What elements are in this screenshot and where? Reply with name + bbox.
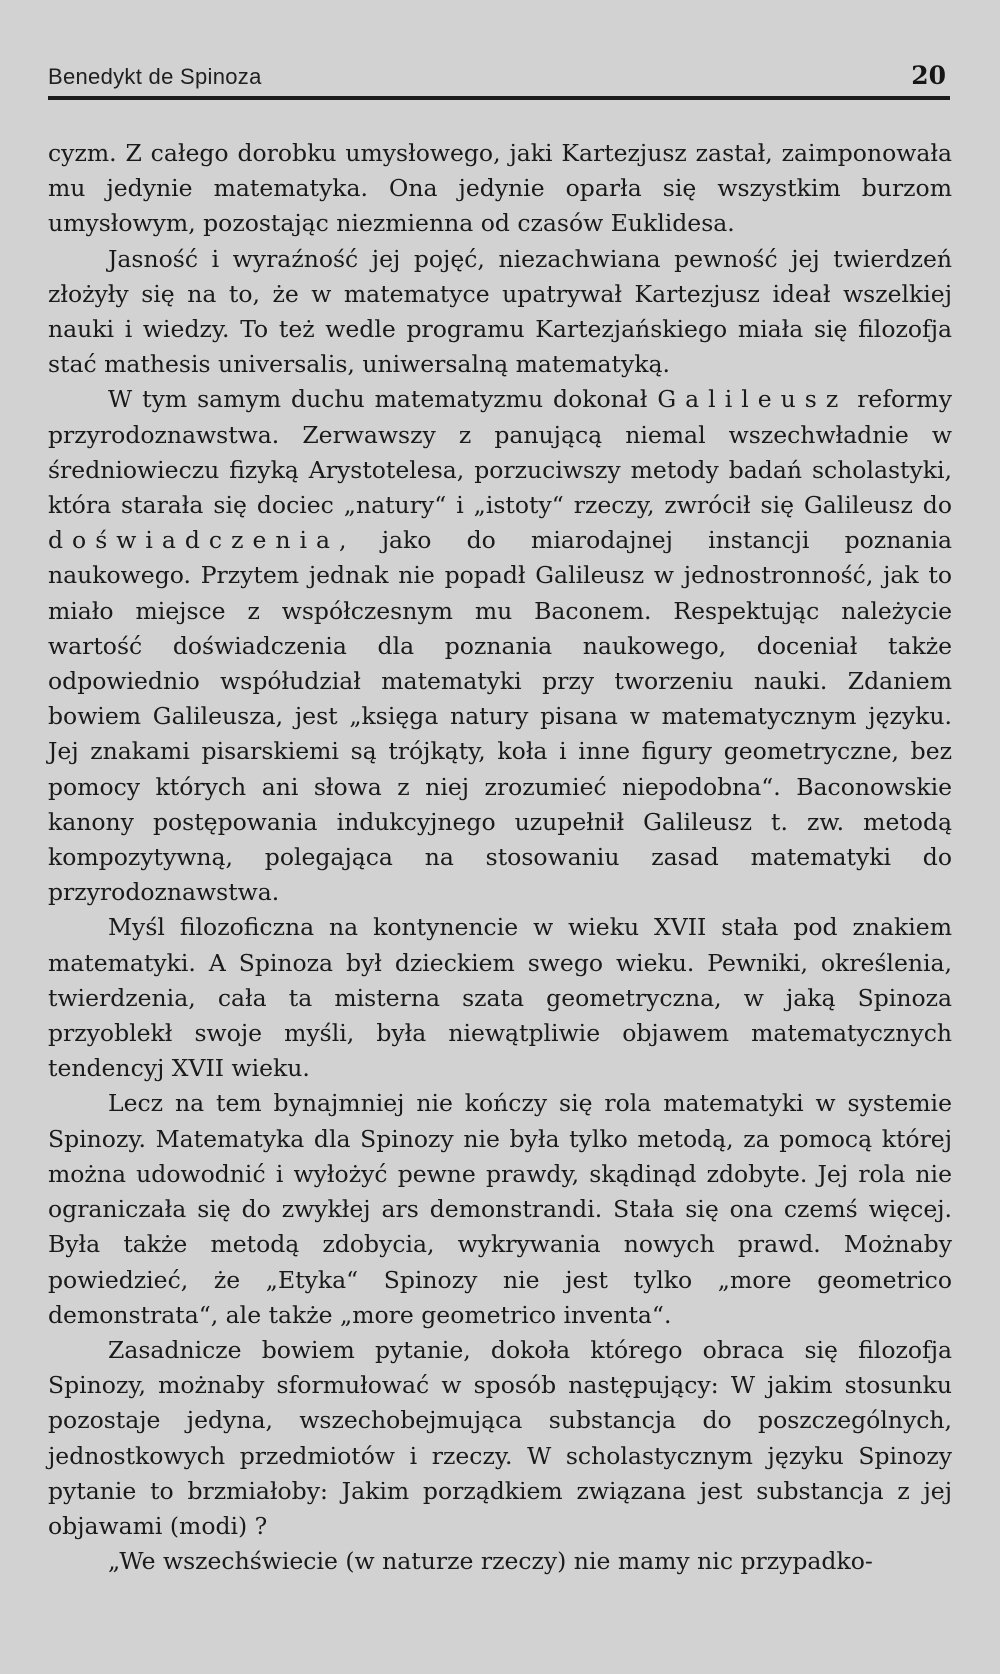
paragraph (48, 242, 952, 383)
text-segment: Jasność i wyraźność jej pojęć, niezachwiana pewność jej twierdzeń złożyły się na to, że w matematyce upatrywał Kartezjusz ideał wszelkiej nauki i wiedzy. To też wedle programu Kartezjańskiego miała się filozofja stać mathesis universalis, uniwersalną matematyką. (48, 244, 952, 379)
paragraph (48, 1086, 952, 1332)
text-segment: cyzm. Z całego dorobku umysłowego, jaki Kartezjusz zastał, zaimponowała mu jedynie matematyka. Ona jedynie oparła się wszystkim burzom umysłowym, pozostając niezmienna od czasów Euklidesa. (48, 139, 952, 238)
paragraph (48, 136, 952, 242)
text-segment: Lecz na tem bynajmniej nie kończy się rola matematyki w systemie Spinozy. Matematyka dla Spinozy nie była tylko metodą, za pomocą której można udowodnić i wyłożyć pewne prawdy, skądinąd zdobyte. Jej rola nie ograniczała się do zwykłej ars demonstrandi. Stała się ona czemś więcej. Była także metodą zdobycia, wykrywania nowych prawd. Możnaby powiedzieć, że „Etyka“ Spinozy nie jest tylko „more geometrico demonstrata“, ale także „more geometrico inventa“. (48, 1089, 952, 1329)
body-text (48, 136, 952, 1579)
text-segment: Myśl filozoficzna na kontynencie w wieku XVII stała pod znakiem matematyki. A Spinoza był dzieckiem swego wieku. Pewniki, określenia, twierdzenia, cała ta misterna szata geometryczna, w jaką Spinoza przyoblekł swoje myśli, była niewątpliwie objawem matematycznych tendencyj XVII wieku. (48, 913, 952, 1083)
paragraph (48, 1544, 952, 1579)
page-number: 20 (911, 61, 946, 90)
text-segment: Zasadnicze bowiem pytanie, dokoła którego obraca się filozofja Spinozy, możnaby sformułować w sposób następujący: W jakim stosunku pozostaje jedyna, wszechobejmująca substancja do poszczególnych, jednostkowych przedmiotów i rzeczy. W scholastycznym języku Spinozy pytanie to brzmiałoby: Jakim porządkiem związana jest substancja z jej objawami (modi) ? (48, 1335, 952, 1540)
text-segment: W tym samym duchu matematyzmu dokonał (108, 385, 658, 414)
text-segment: , jako do miarodajnej instancji poznania naukowego. Przytem jednak nie popadł Galileusz w jednostronność, jak to miało miejsce z współczesnym mu Baconem. Respektując należycie wartość doświadczenia dla poznania naukowego, doceniał także odpowiednio współudział matematyki przy tworzeniu nauki. Zdaniem bowiem Galileusza, jest „księga natury pisana w matematycznym języku. Jej znakami pisarskiemi są trójkąty, koła i inne figury geometryczne, bez pomocy których ani słowa z niej zrozumieć niepodobna“. Baconowskie kanony postępowania indukcyjnego uzupełnił Galileusz t. zw. metodą kompozytywną, polegająca na stosowaniu zasad matematyki do przyrodoznawstwa. (48, 526, 952, 907)
paragraph (48, 910, 952, 1086)
spaced-emphasis: Galileusz (657, 385, 848, 414)
header-rule (48, 96, 950, 100)
text-segment: „We wszechświecie (w naturze rzeczy) nie mamy nic przypadko- (108, 1547, 873, 1576)
running-title: Benedykt de Spinoza (48, 64, 262, 89)
spaced-emphasis: doświadczenia (48, 526, 340, 555)
text-segment: reformy przyrodoznawstwa. Zerwawszy z panującą niemal wszechwładnie w średniowieczu fizyką Arystotelesa, porzuciwszy metody badań scholastyki, która starała się dociec „natury“ i „istoty“ rzeczy, zwrócił się Galileusz do (48, 385, 952, 520)
paragraph (48, 1333, 952, 1544)
paragraph (48, 382, 952, 910)
page-header (48, 52, 952, 90)
